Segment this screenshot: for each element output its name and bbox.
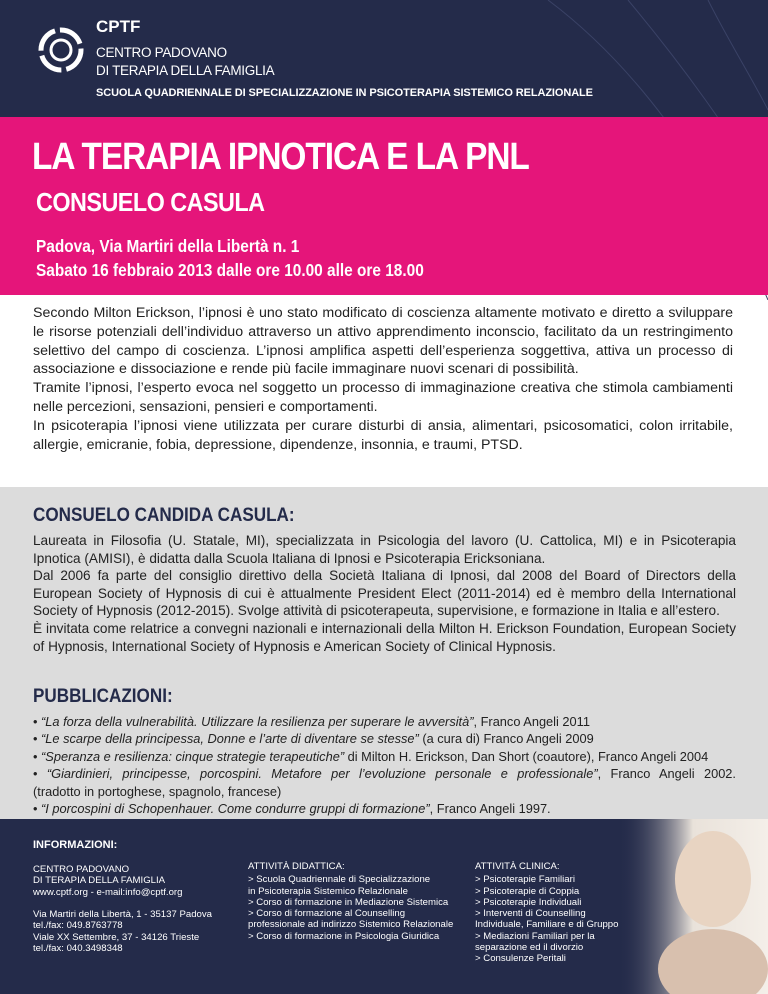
didactic-item: > Scuola Quadriennale di Specializzazione bbox=[248, 874, 431, 886]
clinical-item: > Psicoterapie Individuali bbox=[475, 896, 582, 908]
clinical-item: > Mediazioni Familiari per la bbox=[475, 930, 595, 942]
contact-line: tel./fax: 049.8763778 bbox=[33, 920, 123, 932]
bio-heading: CONSUELO CANDIDA CASULA: bbox=[33, 505, 295, 526]
org-name-line2: DI TERAPIA DELLA FAMIGLIA bbox=[96, 63, 275, 78]
intro-paragraph: Tramite l’ipnosi, l’esperto evoca nel soggetto un processo di immaginazione creativa che stimola cambiamenti nelle percezioni, sensazioni, pensieri e comportamenti. bbox=[33, 380, 733, 415]
contact-line: CENTRO PADOVANO bbox=[33, 864, 130, 875]
portrait-photo bbox=[618, 819, 768, 994]
didactic-item: > Corso di formazione in Psicologia Giuridica bbox=[248, 930, 440, 942]
event-place: Padova, Via Martiri della Libertà n. 1 bbox=[36, 236, 300, 256]
publication-item: • “Giardinieri, principesse, porcospini. Metafore per l’evoluzione personale e professionale”, Franco Angeli 2002. bbox=[33, 766, 736, 782]
speaker-name: CONSUELO CASULA bbox=[36, 187, 265, 217]
didactic-item: > Corso di formazione al Counselling bbox=[248, 908, 406, 920]
publications-heading: PUBBLICAZIONI: bbox=[33, 686, 173, 707]
bio-paragraph: È invitata come relatrice a convegni nazionali e internazionali della Milton H. Erickson Foundation, European Society of Hypnosis, International Society of Hypnosis e American Society of Clinical Hypnosis. bbox=[33, 620, 736, 654]
intro-paragraph: In psicoterapia l’ipnosi viene utilizzata per curare disturbi di ansia, alimentari, psicosomatici, colon irritabile, allergie, emicranie, fobia, depressione, dipendenze, insonnia, e traumi, PTSD. bbox=[33, 417, 733, 453]
clinical-item: separazione ed il divorzio bbox=[475, 942, 584, 954]
didactic-item: > Corso di formazione in Mediazione Sistemica bbox=[248, 896, 449, 908]
intro-text bbox=[33, 304, 733, 454]
clinical-column bbox=[475, 861, 618, 965]
clinical-heading: ATTIVITÀ CLINICA: bbox=[475, 861, 560, 872]
event-date: Sabato 16 febbraio 2013 dalle ore 10.00 alle ore 18.00 bbox=[36, 260, 424, 280]
event-title: LA TERAPIA IPNOTICA E LA PNL bbox=[32, 136, 529, 178]
bio-text bbox=[33, 532, 736, 655]
clinical-item: > Interventi di Counselling bbox=[475, 908, 586, 920]
org-name-line1: CENTRO PADOVANO bbox=[96, 45, 227, 60]
contact-line: tel./fax: 040.3498348 bbox=[33, 943, 123, 955]
footer-heading: INFORMAZIONI: bbox=[33, 839, 118, 851]
publication-item: • “Speranza e resilienza: cinque strategie terapeutiche” di Milton H. Erickson, Dan Short (coautore), Franco Angeli 2004 bbox=[33, 748, 709, 764]
contact-line: Via Martiri della Libertà, 1 - 35137 Padova bbox=[33, 909, 213, 921]
didactic-column bbox=[248, 861, 453, 942]
clinical-item: Individuale, Familiare e di Gruppo bbox=[475, 919, 619, 931]
publication-item: • “Le scarpe della principessa, Donne e l’arte di diventare se stesse” (a cura di) Franco Angeli 2009 bbox=[33, 731, 594, 747]
clinical-item: > Psicoterapie Familiari bbox=[475, 874, 575, 886]
spacer bbox=[33, 898, 212, 909]
bio-paragraph: Laureata in Filosofia (U. Statale, MI), specializzata in Psicologia del lavoro (U. Cattolica, MI) e in Psicoterapia Ipnotica (AMISI), è didatta dalla Scuola Italiana di Ipnosi e Psicoterapia Ericksoniana. bbox=[33, 533, 736, 566]
intro-paragraph: Secondo Milton Erickson, l’ipnosi è uno stato modificato di coscienza altamente motivato e diretto a sviluppare le risorse potenziali dell’individuo attraverso un attivo apprendimento inconscio, facilitato da un restringimento selettivo del campo di coscienza. L’ipnosi amplifica aspetti dell’esperienza soggettiva, attiva un processo di associazione e dissociazione e rende più facile immaginare nuovi scenari di possibilità. bbox=[33, 305, 733, 378]
publications-list bbox=[33, 713, 736, 817]
bio-paragraph: Dal 2006 fa parte del consiglio direttivo della Società Italiana di Ipnosi, dal 2008 del Board of Directors della European Society of Hypnosis di cui è attualmente President Elect (2011-2014) ed è membro della International Society of Hypnosis (2012-2015). Svolge attività di psicoterapeuta, supervisione, e formazione in Italia e all’estero. bbox=[33, 568, 736, 619]
publication-note: (tradotto in portoghese, spagnolo, francese) bbox=[33, 783, 282, 799]
brand-name: CPTF bbox=[96, 17, 141, 36]
publication-item: • “La forza della vulnerabilità. Utilizzare la resilienza per superare le avversità”, Franco Angeli 2011 bbox=[33, 714, 590, 729]
didactic-item: in Psicoterapia Sistemico Relazionale bbox=[248, 885, 408, 897]
didactic-heading: ATTIVITÀ DIDATTICA: bbox=[248, 861, 345, 872]
contact-column bbox=[33, 864, 212, 954]
contact-line: DI TERAPIA DELLA FAMIGLIA bbox=[33, 875, 166, 887]
clinical-item: > Psicoterapie di Coppia bbox=[475, 885, 580, 897]
contact-line: www.cptf.org - e-mail:info@cptf.org bbox=[33, 886, 183, 898]
publication-item: • “I porcospini di Schopenhauer. Come condurre gruppi di formazione”, Franco Angeli 1997. bbox=[33, 801, 551, 817]
school-name: SCUOLA QUADRIENNALE DI SPECIALIZZAZIONE IN PSICOTERAPIA SISTEMICO RELAZIONALE bbox=[96, 87, 593, 99]
contact-line: Viale XX Settembre, 37 - 34126 Trieste bbox=[33, 931, 200, 943]
didactic-item: professionale ad indirizzo Sistemico Relazionale bbox=[248, 919, 454, 931]
cptf-logo-icon bbox=[33, 22, 89, 78]
clinical-item: > Consulenze Peritali bbox=[475, 953, 566, 965]
